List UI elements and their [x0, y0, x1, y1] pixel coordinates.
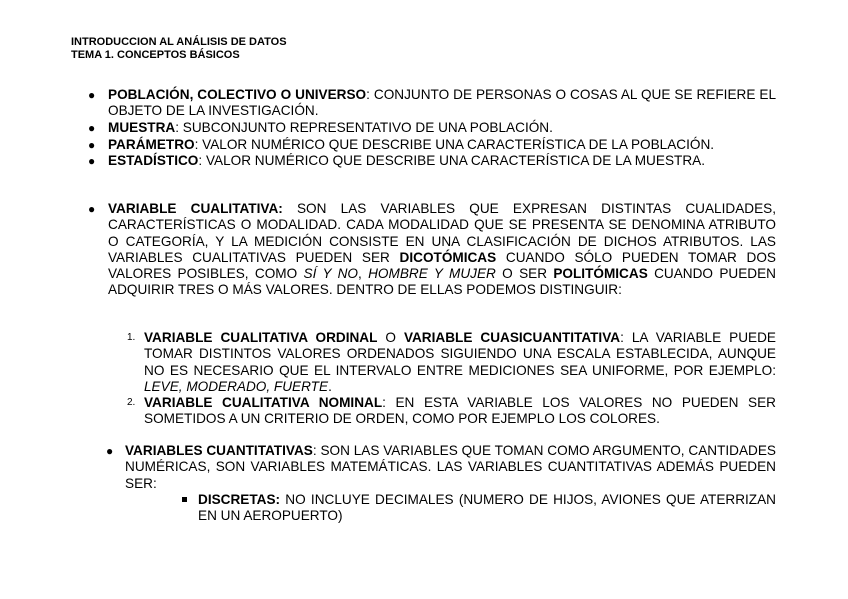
- term-ordinal: VARIABLE CUALITATIVA ORDINAL: [144, 330, 378, 345]
- subtype-discretas: [198, 492, 776, 525]
- term-variables-cuantitativas: VARIABLES CUANTITATIVAS: [125, 443, 313, 458]
- paragraph-text: : LA VARIABLE PUEDE TOMAR DISTINTOS VALORES ORDENADOS SIGUIENDO UNA ESCALA ESTABLECIDA, AUNQUE NO ES NECESARIO QUE EL INTERVALO ENTRE MEDICIONES SEA UNIFORME, POR EJEMPLO:: [144, 330, 776, 378]
- paragraph-text: O: [377, 330, 404, 345]
- bullet-icon: ●: [106, 444, 114, 458]
- bullet-icon: ●: [88, 121, 96, 135]
- list-number: 1.: [127, 332, 136, 343]
- paragraph-text: : SON LAS VARIABLES QUE TOMAN COMO ARGUMENTO, CANTIDADES NUMÉRICAS, SON VARIABLES MATEMÁTICAS. LAS VARIABLES CUANTITATIVAS ADEMÁS PUEDEN SER:: [125, 443, 776, 491]
- example-hombre-mujer: HOMBRE Y MUJER: [368, 266, 496, 282]
- variable-cualitativa-paragraph: [108, 201, 776, 299]
- paragraph-text: .: [328, 378, 332, 394]
- paragraph-text: SON LAS VARIABLES QUE EXPRESAN DISTINTAS CUALIDADES, CARACTERÍSTICAS O MODALIDAD. CADA MODALIDAD QUE SE PRESENTA SE DENOMINA ATRIBUTO O CATEGORÍA, Y LA MEDICIÓN CONSISTE EN UNA CLASIFICACIÓN DE DICHOS ATRIBUTOS. LAS VARIABLES CUALITATIVAS PUEDEN SER: [108, 201, 776, 265]
- definition-poblacion-text: : CONJUNTO DE PERSONAS O COSAS AL QUE SE REFIERE EL OBJETO DE LA INVESTIGACIÓN.: [108, 87, 776, 119]
- bullet-icon: ●: [88, 202, 96, 216]
- paragraph-text: CUANDO PUEDEN ADQUIRIR TRES O MÁS VALORES. DENTRO DE ELLAS PODEMOS DISTINGUIR:: [108, 266, 776, 298]
- term-dicotomicas: DICOTÓMICAS: [399, 249, 497, 265]
- definition-muestra: [108, 120, 776, 136]
- term-variable-cualitativa: VARIABLE CUALITATIVA:: [108, 201, 283, 216]
- term-estadistico: ESTADÍSTICO: [108, 153, 199, 168]
- term-muestra: MUESTRA: [108, 120, 176, 135]
- term-poblacion: POBLACIÓN, COLECTIVO O UNIVERSO: [108, 87, 367, 102]
- term-nominal: VARIABLE CUALITATIVA NOMINAL: [144, 395, 383, 410]
- paragraph-text: O SER: [495, 266, 554, 282]
- definition-parametro: [108, 137, 776, 153]
- term-cuasicuantitativa: VARIABLE CUASICUANTITATIVA: [403, 330, 621, 345]
- document-header: [71, 36, 287, 62]
- definition-poblacion: [108, 87, 776, 120]
- example-leve-moderado-fuerte: LEVE, MODERADO, FUERTE: [144, 378, 329, 394]
- subtype-nominal: [144, 395, 776, 428]
- list-number: 2.: [127, 397, 136, 408]
- paragraph-text: CUANDO SÓLO PUEDEN TOMAR DOS VALORES POSIBLES, COMO: [108, 249, 776, 282]
- definition-estadistico-text: : VALOR NUMÉRICO QUE DESCRIBE UNA CARACTERÍSTICA DE LA MUESTRA.: [198, 153, 705, 168]
- paragraph-text: NO INCLUYE DECIMALES (NUMERO DE HIJOS, AVIONES QUE ATERRIZAN EN UN AEROPUERTO): [198, 492, 776, 524]
- definition-estadistico: [108, 153, 776, 169]
- paragraph-text: : EN ESTA VARIABLE LOS VALORES NO PUEDEN SER SOMETIDOS A UN CRITERIO DE ORDEN, COMO POR EJEMPLO LOS COLORES.: [144, 395, 776, 427]
- term-parametro: PARÁMETRO: [108, 137, 195, 152]
- example-si-no: SÍ Y NO: [303, 266, 358, 282]
- bullet-icon: ●: [88, 138, 96, 152]
- topic-title: TEMA 1. CONCEPTOS BÁSICOS: [71, 49, 240, 61]
- bullet-icon: ●: [88, 154, 96, 168]
- bullet-icon: ●: [88, 88, 96, 102]
- subtype-ordinal: [144, 330, 776, 395]
- paragraph-text: ,: [358, 266, 369, 282]
- variables-cuantitativas-paragraph: [125, 443, 776, 492]
- term-discretas: DISCRETAS:: [198, 492, 281, 507]
- course-title: INTRODUCCION AL ANÁLISIS DE DATOS: [71, 36, 287, 48]
- square-bullet-icon: [182, 497, 187, 502]
- definition-parametro-text: : VALOR NUMÉRICO QUE DESCRIBE UNA CARACTERÍSTICA DE LA POBLACIÓN.: [194, 137, 715, 152]
- term-politomicas: POLITÓMICAS: [553, 266, 648, 282]
- definition-muestra-text: : SUBCONJUNTO REPRESENTATIVO DE UNA POBLACIÓN.: [175, 120, 553, 135]
